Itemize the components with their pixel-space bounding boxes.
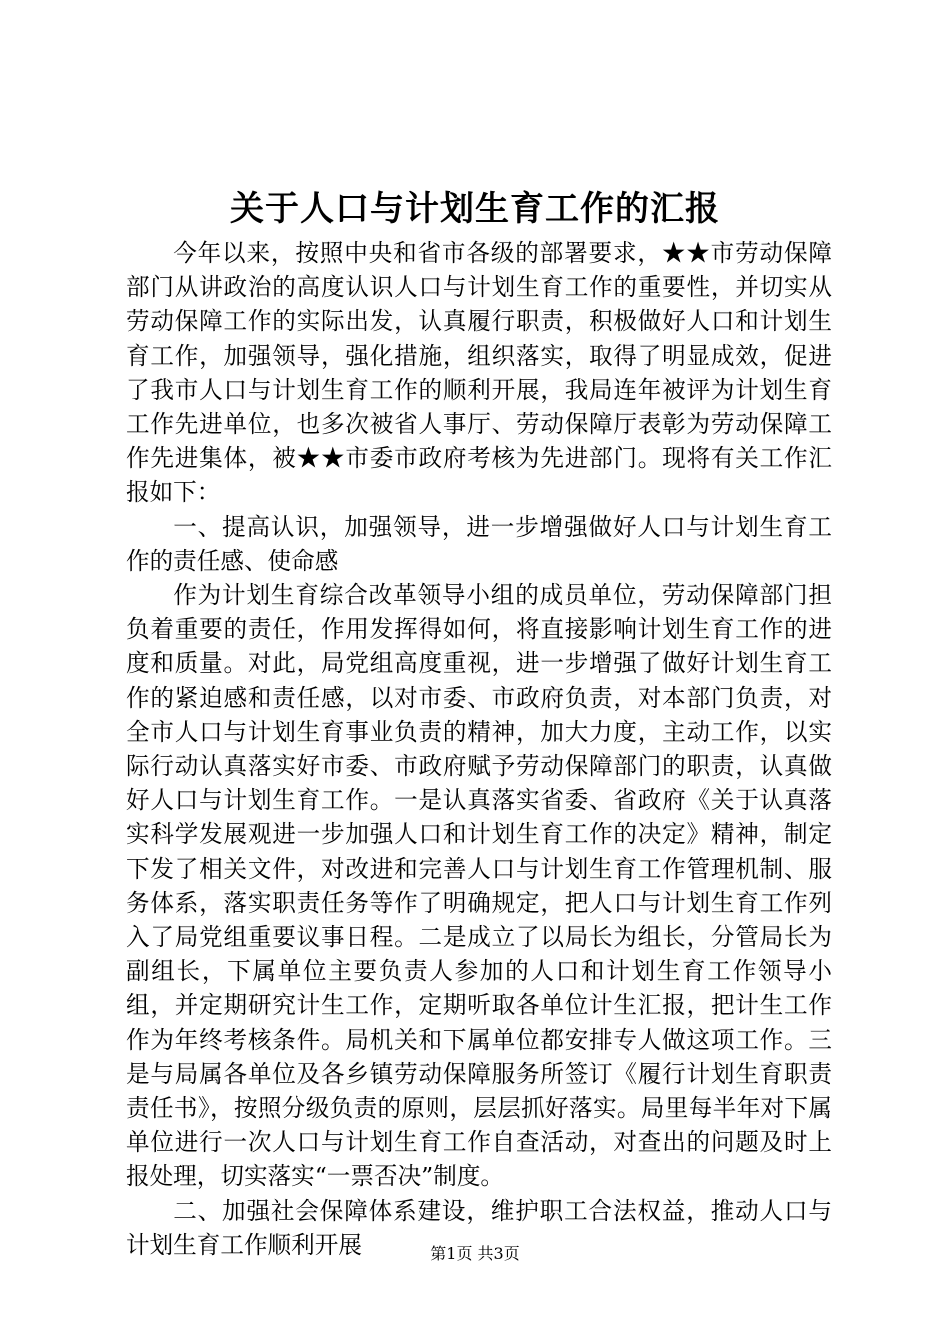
paragraph-section-1: 作为计划生育综合改革领导小组的成员单位，劳动保障部门担负着重要的责任，作用发挥得如何，将直接影响计划生育工作的进度和质量。对此，局党组高度重视，进一步增强了做好计划生育工作的紧迫感和责任感，以对市委、市政府负责，对本部门负责，对全市人口与计划生育事业负责的精神，加大力度，主动工作，以实际行动认真落实好市委、市政府赋予劳动保障部门的职责，认真做好人口与计划生育工作。一是认真落实省委、省政府《关于认真落实科学发展观进一步加强人口和计划生育工作的决定》精神，制定下发了相关文件，对改进和完善人口与计划生育工作管理机制、服务体系，落实职责任务等作了明确规定，把人口与计划生育工作列入了局党组重要议事日程。二是成立了以局长为组长，分管局长为副组长，下属单位主要负责人参加的人口和计划生育工作领导小组，并定期研究计生工作，定期听取各单位计生汇报，把计生工作作为年终考核条件。局机关和下属单位都安排专人做这项工作。三是与局属各单位及各乡镇劳动保障服务所签订《履行计划生育职责责任书》，按照分级负责的原则，层层抓好落实。局里每半年对下属单位进行一次人口与计划生育工作自查活动，对查出的问题及时上报处理，切实落实“一票否决”制度。 bbox=[126, 581, 832, 1191]
document-title: 关于人口与计划生育工作的汇报 bbox=[230, 189, 720, 229]
paragraph-intro: 今年以来，按照中央和省市各级的部署要求，★★市劳动保障部门从讲政治的高度认识人口与计划生育工作的重要性，并切实从劳动保障工作的实际出发，认真履行职责，积极做好人口和计划生育工作，加强领导，强化措施，组织落实，取得了明显成效，促进了我市人口与计划生育工作的顺利开展，我局连年被评为计划生育工作先进单位，也多次被省人事厅、劳动保障厅表彰为劳动保障工作先进集体，被★★市委市政府考核为先进部门。现将有关工作汇报如下： bbox=[126, 239, 832, 507]
section-heading-1: 一、提高认识，加强领导，进一步增强做好人口与计划生育工作的责任感、使命感 bbox=[126, 512, 832, 575]
page-number-footer: 第1页 共3页 bbox=[430, 1244, 520, 1263]
section-heading-2: 二、加强社会保障体系建设，维护职工合法权益，推动人口与计划生育工作顺利开展 bbox=[126, 1196, 832, 1259]
document-body bbox=[126, 236, 832, 1262]
